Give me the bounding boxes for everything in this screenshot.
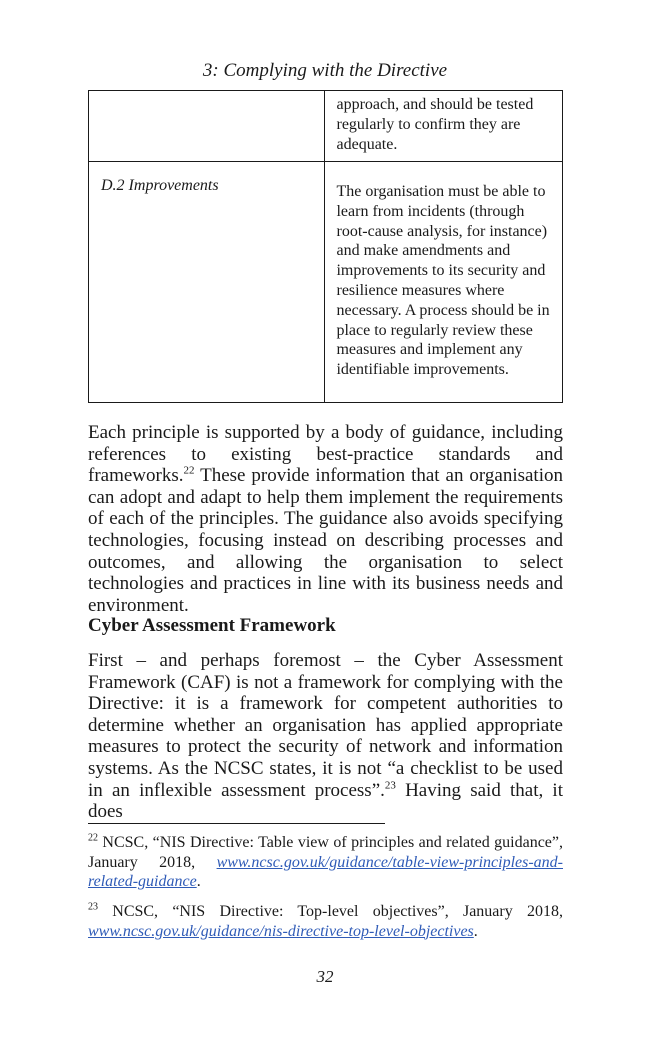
principle-description: The organisation must be able to learn from incidents (through root-cause analysis, for instance) and make amendments and improvements to its security and resilience measures where necessary. A process should be in place to regularly review these measures and implement any identifiable improvements.	[336, 183, 550, 379]
footnote-end: .	[473, 922, 478, 940]
table-cell-description	[325, 91, 563, 162]
table-cell-description	[325, 162, 563, 403]
table-cell-principle	[89, 91, 325, 162]
footnote-text: NCSC, “NIS Directive: Table view of principles and related guidance”, January 2018,	[88, 834, 563, 871]
principle-description: approach, and should be tested regularly to confirm they are adequate.	[336, 96, 534, 153]
footnote-reference[interactable]: 22	[183, 464, 195, 477]
footnote-link[interactable]: www.ncsc.gov.uk/guidance/nis-directive-top-level-objectives	[88, 922, 474, 940]
footnote-number: 22	[88, 832, 98, 844]
paragraph-text: Having said that, it does	[88, 779, 563, 823]
footnote-divider	[88, 823, 385, 824]
footnote-number: 23	[88, 901, 98, 913]
footnote-end: .	[196, 873, 201, 891]
section-heading: Cyber Assessment Framework	[88, 615, 336, 636]
footnote	[88, 833, 563, 892]
paragraph-text: First – and perhaps foremost – the Cyber Assessment Framework (CAF) is not a framework for complying with the Directive: it is a framework for competent authorities to determine whether an organisation has applied appropriate measures to protect the security of network and information systems. As the NCSC states, it is not “a checklist to be used in an inflexible assessment process”.	[88, 650, 563, 801]
footnote-reference[interactable]: 23	[384, 779, 396, 792]
body-paragraph	[88, 650, 563, 823]
paragraph-text: These provide information that an organisation can adopt and adapt to help them implement the requirements of each of the principles. The guidance also avoids specifying technologies, focusing instead on describing processes and outcomes, and allowing the organisation to select technologies and practices in line with its business needs and environment.	[88, 465, 563, 616]
principle-name: D.2 Improvements	[101, 177, 219, 194]
footnote-link[interactable]: www.ncsc.gov.uk/guidance/table-view-principles-and-related-guidance	[88, 853, 563, 891]
table-row	[89, 162, 563, 403]
table-cell-principle	[89, 162, 325, 403]
footnote-text: NCSC, “NIS Directive: Top-level objectives”, January 2018,	[98, 903, 563, 920]
paragraph-text: Each principle is supported by a body of guidance, including references to existing best-practice standards and frameworks.	[88, 422, 563, 487]
body-paragraph	[88, 422, 563, 616]
table-row	[89, 91, 563, 162]
running-head: 3: Complying with the Directive	[202, 60, 448, 81]
principles-table	[88, 90, 563, 403]
page-number: 32	[316, 967, 334, 986]
footnote	[88, 902, 563, 941]
